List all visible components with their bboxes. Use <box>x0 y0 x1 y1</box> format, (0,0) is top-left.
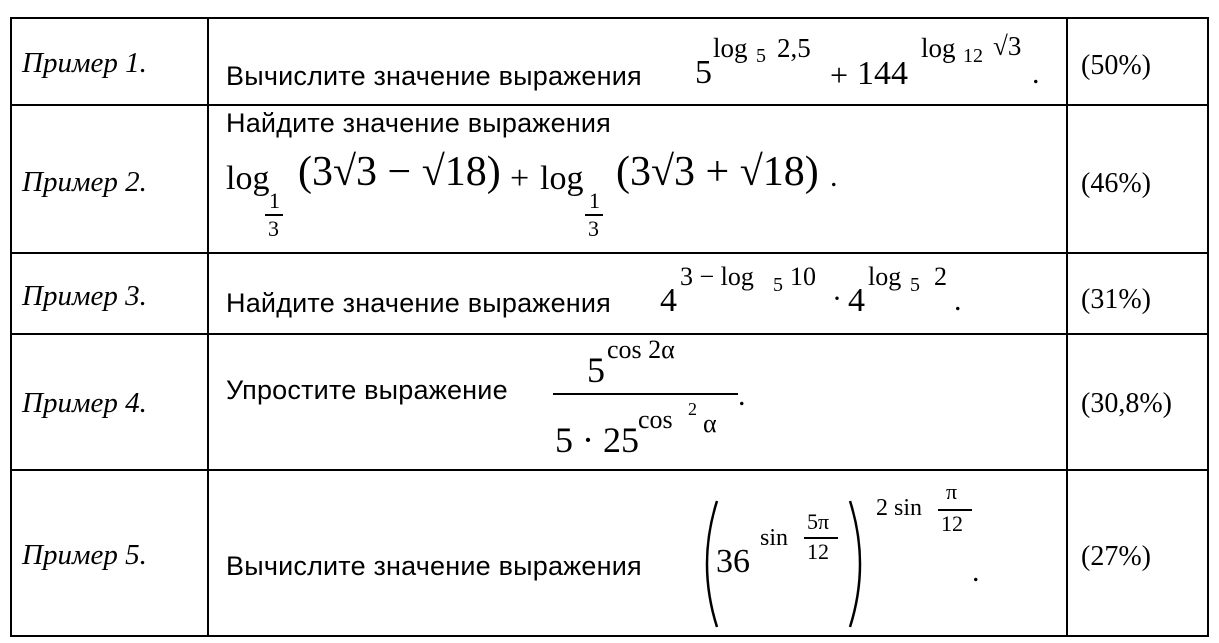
math-symbol: log <box>921 33 956 63</box>
math-symbol: 4 <box>848 282 865 319</box>
example-label: Пример 3. <box>22 280 147 312</box>
percent-value: (50%) <box>1081 50 1151 81</box>
math-symbol: 5 <box>910 274 920 296</box>
table-border-bottom <box>10 635 1209 637</box>
math-symbol: 2 <box>934 262 947 291</box>
example-label: Пример 2. <box>22 166 147 198</box>
math-symbol: 5 · 25 <box>555 420 639 460</box>
task-text: Вычислите значение выражения <box>226 551 642 581</box>
math-symbol: 2 sin <box>876 495 923 521</box>
math-symbol: cos 2α <box>607 335 675 364</box>
math-symbol: 5 <box>695 54 712 91</box>
task-text: Вычислите значение выражения <box>226 61 642 91</box>
math-symbol: . <box>972 555 980 588</box>
percent-value: (31%) <box>1081 284 1151 315</box>
math-symbol: log <box>713 33 748 63</box>
math-symbol: · <box>832 282 842 315</box>
math-symbol: . <box>954 284 962 317</box>
task-text: Найдите значение выражения <box>226 288 611 318</box>
percent-value: (30,8%) <box>1081 388 1172 419</box>
math-symbol: 12 <box>941 511 963 536</box>
math-symbol: (3√3 − √18) <box>298 149 501 195</box>
math-symbol: 4 <box>660 282 677 319</box>
math-symbol: 5 <box>773 274 783 296</box>
math-symbol: sin <box>760 525 789 551</box>
task-text: Найдите значение выражения <box>226 108 611 138</box>
task-text: Упростите выражение <box>226 375 508 405</box>
table-row <box>10 333 1209 469</box>
fraction-bar <box>553 393 738 395</box>
math-symbol: log <box>868 262 902 291</box>
percent-value: (27%) <box>1081 541 1151 572</box>
math-symbol: 2 <box>688 399 697 419</box>
math-symbol: 5π <box>807 509 830 534</box>
math-symbol: + <box>830 57 849 93</box>
table-row <box>10 252 1209 333</box>
math-symbol: log <box>540 160 584 197</box>
math-symbol: . <box>1032 57 1040 90</box>
math-symbol: log <box>226 160 270 197</box>
math-symbol: 3 <box>268 216 279 241</box>
math-symbol: . <box>738 379 746 412</box>
math-symbol: 12 <box>963 45 983 67</box>
table-row <box>10 104 1209 252</box>
math-symbol: α <box>703 409 717 438</box>
math-symbol: 12 <box>807 539 829 564</box>
example-label: Пример 1. <box>22 47 147 79</box>
math-symbol: 5 <box>756 45 766 67</box>
math-symbol: cos <box>638 405 673 434</box>
example-label: Пример 5. <box>22 539 147 571</box>
math-symbol: (3√3 + √18) <box>616 149 819 195</box>
math-symbol: 2,5 <box>777 33 811 63</box>
math-symbol: √3 <box>993 31 1022 61</box>
math-symbol: 10 <box>790 262 816 291</box>
math-symbol: 144 <box>857 55 908 92</box>
percent-value: (46%) <box>1081 168 1151 199</box>
math-symbol: . <box>830 160 838 193</box>
math-symbol: + <box>510 160 530 197</box>
table-row <box>10 17 1209 104</box>
example-label: Пример 4. <box>22 387 147 419</box>
math-symbol: π <box>946 479 958 504</box>
right-paren <box>846 499 872 629</box>
math-symbol: 1 <box>269 188 280 213</box>
math-symbol: 36 <box>716 543 750 580</box>
math-symbol: 5 <box>587 350 605 390</box>
math-symbol: 3 <box>588 216 599 241</box>
math-symbol: 3 − log <box>680 262 754 291</box>
table-row <box>10 469 1209 635</box>
math-symbol: 1 <box>589 188 600 213</box>
